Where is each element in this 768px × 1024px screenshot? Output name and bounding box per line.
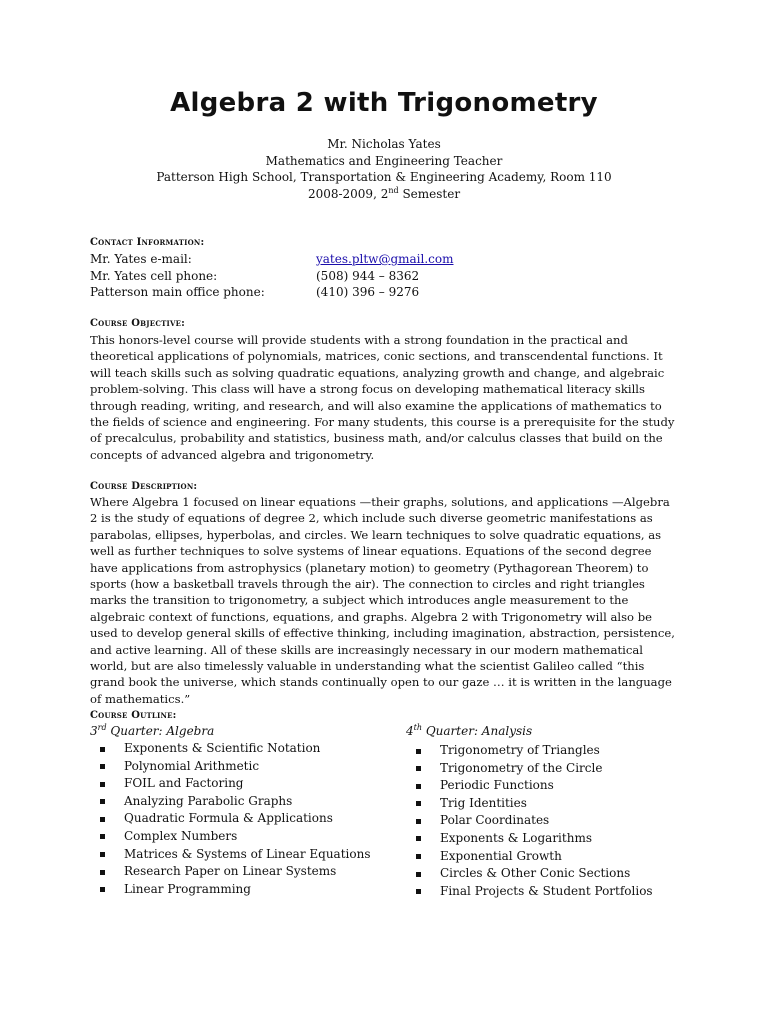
- objective-heading: Course Objective:: [90, 318, 186, 329]
- bullet-icon: [100, 764, 105, 769]
- office-value: (410) 396 – 9276: [316, 285, 420, 299]
- contact-row-cell: [90, 268, 510, 285]
- topic-text: Exponents & Logarithms: [440, 830, 592, 845]
- teacher-name: Mr. Nicholas Yates: [327, 137, 441, 151]
- topic-text: Exponential Growth: [440, 848, 562, 863]
- topic-text: Trigonometry of the Circle: [440, 760, 603, 775]
- contact-row-email: [90, 251, 510, 268]
- teacher-role: Mathematics and Engineering Teacher: [265, 153, 503, 168]
- list-item: [90, 793, 370, 811]
- bullet-icon: [100, 747, 105, 752]
- office-label: Patterson main office phone:: [90, 285, 265, 299]
- topic-text: Analyzing Parabolic Graphs: [124, 793, 293, 808]
- term: [0, 186, 768, 203]
- list-item: [406, 795, 653, 813]
- school-name: Patterson High School, Transportation & Engineering Academy, Room 110: [156, 170, 612, 184]
- bullet-icon: [416, 801, 421, 806]
- bullet-icon: [100, 799, 105, 804]
- list-item: [406, 865, 653, 883]
- topic-text: Periodic Functions: [440, 778, 554, 793]
- list-item: [90, 810, 370, 828]
- bullet-icon: [416, 766, 421, 771]
- list-item: [406, 830, 653, 848]
- q4-heading: [406, 724, 532, 738]
- q3-topic-list: [90, 740, 370, 898]
- q4-number: 4: [406, 724, 414, 738]
- list-item: [90, 758, 370, 776]
- q3-label: Quarter: Algebra: [106, 724, 215, 738]
- contact-info: [90, 251, 510, 301]
- list-item: [90, 881, 370, 899]
- document-title: Algebra 2 with Trigonometry: [170, 88, 598, 118]
- q4-label: Quarter: Analysis: [422, 724, 533, 738]
- q3-ordinal: rd: [97, 723, 107, 732]
- topic-text: Complex Numbers: [124, 828, 238, 843]
- topic-text: Polar Coordinates: [440, 813, 550, 828]
- bullet-icon: [100, 817, 105, 822]
- topic-text: Linear Programming: [124, 881, 251, 896]
- topic-text: Quadratic Formula & Applications: [124, 811, 333, 826]
- bullet-icon: [416, 749, 421, 754]
- q3-heading: [90, 724, 214, 738]
- topic-text: Polynomial Arithmetic: [124, 758, 260, 773]
- bullet-icon: [100, 852, 105, 857]
- cell-label: Mr. Yates cell phone:: [90, 268, 218, 283]
- list-item: [406, 883, 653, 901]
- list-item: [90, 846, 370, 864]
- topic-text: Final Projects & Student Portfolios: [440, 883, 653, 898]
- bullet-icon: [416, 872, 421, 877]
- header-block: [0, 136, 768, 202]
- list-item: [406, 760, 653, 778]
- topic-text: Research Paper on Linear Systems: [124, 864, 337, 879]
- topic-text: Circles & Other Conic Sections: [440, 866, 631, 881]
- contact-heading: Contact Information:: [90, 237, 205, 248]
- list-item: [406, 777, 653, 795]
- list-item: [406, 848, 653, 866]
- bullet-icon: [100, 870, 105, 875]
- term-year: 2008-2009, 2: [307, 186, 389, 201]
- cell-value: (508) 944 – 8362: [316, 268, 420, 283]
- list-item: [406, 742, 653, 760]
- list-item: [90, 775, 370, 793]
- term-ordinal: nd: [388, 185, 399, 195]
- list-item: [90, 863, 370, 881]
- topic-text: Trigonometry of Triangles: [440, 743, 600, 757]
- q4-ordinal: th: [413, 723, 423, 732]
- outline-heading: Course Outline:: [90, 710, 177, 721]
- contact-row-office: [90, 284, 510, 301]
- term-semester: Semester: [398, 186, 461, 201]
- q4-topic-list: [406, 742, 653, 900]
- topic-text: FOIL and Factoring: [124, 776, 244, 791]
- topic-text: Matrices & Systems of Linear Equations: [124, 846, 371, 861]
- list-item: [90, 828, 370, 846]
- q3-number: 3: [90, 724, 98, 738]
- list-item: [406, 812, 653, 830]
- bullet-icon: [416, 889, 421, 894]
- description-heading: Course Description:: [90, 481, 198, 492]
- topic-text: Trig Identities: [440, 795, 527, 810]
- list-item: [90, 740, 370, 758]
- topic-text: Exponents & Scientific Notation: [124, 741, 321, 755]
- description-text: Where Algebra 1 focused on linear equations —their graphs, solutions, and applications —Algebra 2 is the study of equations of degree 2, which include such diverse geometric manifestations as parabolas, ellipses, hyperbolas, and circles. We learn techniques to solve quadratic equations, as well as further techniques to solve systems of linear equations. Equations of the second degree have applications from astrophysics (planetary motion) to geometry (Pythagorean Theorem) to sports (how a basketball travels through the air). The connection to circles and right triangles marks the transition to trigonometry, a subject which introduces angle measurement to the algebraic context of functions, equations, and graphs. Algebra 2 with Trigonometry will also be used to develop general skills of effective thinking, including imagination, abstraction, persistence, and active learning. All of these skills are increasingly necessary in our modern mathematical world, but are also timelessly valuable in understanding what the scientist Galileo called “this grand book the universe, which stands continually open to our gaze … it is written in the language of mathematics.”: [90, 495, 675, 706]
- bullet-icon: [416, 819, 421, 824]
- bullet-icon: [100, 887, 105, 892]
- bullet-icon: [416, 784, 421, 789]
- email-link[interactable]: yates.pltw@gmail.com: [316, 252, 454, 266]
- bullet-icon: [416, 836, 421, 841]
- bullet-icon: [416, 854, 421, 859]
- bullet-icon: [100, 834, 105, 839]
- email-label: Mr. Yates e-mail:: [90, 252, 192, 266]
- objective-text: This honors-level course will provide students with a strong foundation in the practical and theoretical applications of polynomials, matrices, conic sections, and transcendental functions. It will teach skills such as solving quadratic equations, analyzing growth and change, and algebraic problem-solving. This class will have a strong focus on developing mathematical literacy skills through reading, writing, and research, and will also examine the applications of mathematics to the fields of science and engineering. For many students, this course is a prerequisite for the study of precalculus, probability and statistics, business math, and/or calculus classes that build on the concepts of advanced algebra and trigonometry.: [90, 333, 675, 462]
- bullet-icon: [100, 782, 105, 787]
